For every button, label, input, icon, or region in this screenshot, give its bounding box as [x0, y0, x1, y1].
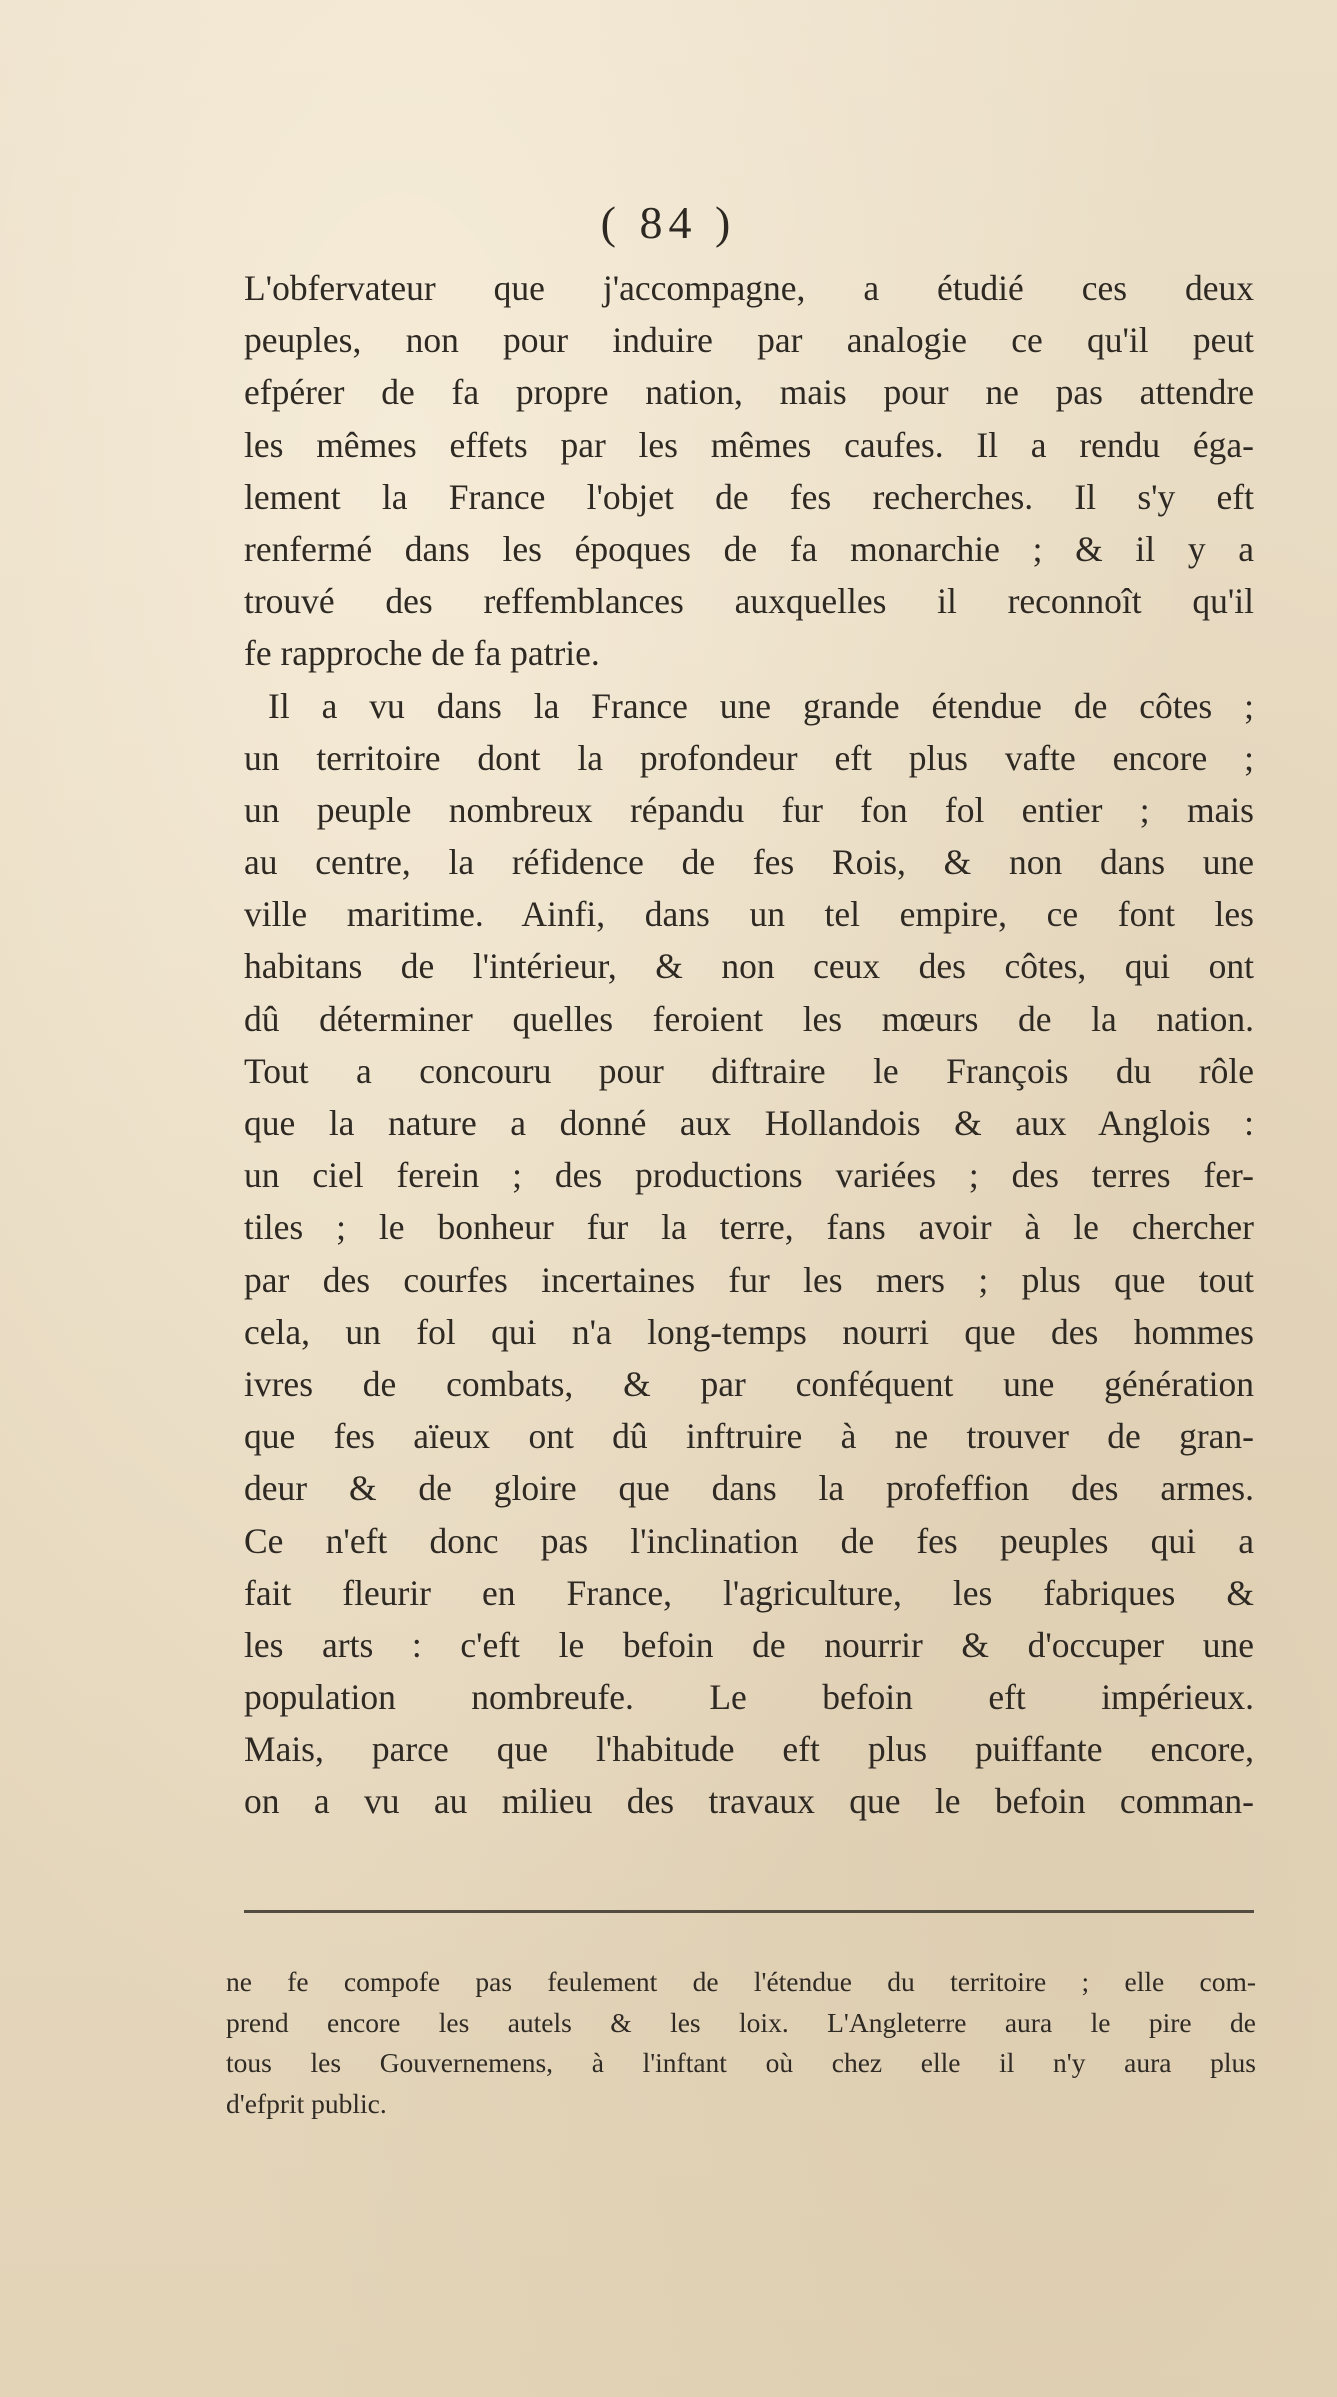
- body-line: tiles ; le bonheur fur la terre, fans avoir à le chercher: [244, 1207, 1254, 1248]
- body-line: un ciel ferein ; des productions variées ; des terres fer-: [244, 1155, 1254, 1196]
- body-line: un peuple nombreux répandu fur fon fol entier ; mais: [244, 789, 1254, 830]
- body-line: L'obfervateur que j'accompagne, a étudié ces deux: [244, 268, 1254, 308]
- body-line: un territoire dont la profondeur eft plus vafte encore ;: [244, 737, 1254, 778]
- footnote-divider: [244, 1910, 1254, 1913]
- body-line: dû déterminer quelles feroient les mœurs de la nation.: [244, 998, 1254, 1039]
- body-line: par des courfes incertaines fur les mers ; plus que tout: [244, 1259, 1254, 1300]
- footnote-line: d'efprit public.: [226, 2087, 387, 2119]
- footnote-line: prend encore les autels & les loix. L'Angleterre aura le pire de: [226, 2006, 1256, 2038]
- body-line: habitans de l'intérieur, & non ceux des côtes, qui ont: [244, 946, 1254, 987]
- body-line: lement la France l'objet de fes recherches. Il s'y eft: [244, 476, 1254, 517]
- body-line: que la nature a donné aux Hollandois & aux Anglois :: [244, 1103, 1254, 1143]
- body-line: peuples, non pour induire par analogie ce qu'il peut: [244, 320, 1254, 361]
- body-line: cela, un fol qui n'a long-temps nourri que des hommes: [244, 1311, 1254, 1352]
- body-line: fe rapproche de fa patrie.: [244, 633, 600, 674]
- body-line: Mais, parce que l'habitude eft plus puiffante encore,: [244, 1729, 1254, 1770]
- page-number: ( 84 ): [600, 197, 737, 248]
- footnote-line: tous les Gouvernemens, à l'inftant où chez elle il n'y aura plus: [226, 2047, 1256, 2078]
- body-line: renfermé dans les époques de fa monarchie ; & il y a: [244, 528, 1254, 569]
- body-text: [244, 262, 1254, 1828]
- body-line: ville maritime. Ainfi, dans un tel empire, ce font les: [244, 894, 1254, 935]
- body-line: trouvé des reffemblances auxquelles il reconnoît qu'il: [244, 581, 1254, 622]
- body-line: Ce n'eft donc pas l'inclination de fes peuples qui a: [244, 1520, 1254, 1561]
- body-line: population nombreufe. Le befoin eft impérieux.: [244, 1677, 1254, 1718]
- footnote-line: ne fe compofe pas feulement de l'étendue du territoire ; elle com-: [226, 1966, 1256, 1997]
- footnote: [226, 1962, 1256, 2124]
- body-line: les mêmes effets par les mêmes caufes. Il a rendu éga-: [244, 424, 1254, 465]
- body-line: au centre, la réfidence de fes Rois, & non dans une: [244, 842, 1254, 883]
- body-line: Tout a concouru pour diftraire le François du rôle: [244, 1050, 1254, 1091]
- body-line: deur & de gloire que dans la profeffion des armes.: [244, 1468, 1254, 1509]
- body-line: les arts : c'eft le befoin de nourrir & d'occuper une: [244, 1624, 1254, 1665]
- body-line: efpérer de fa propre nation, mais pour ne pas attendre: [244, 372, 1254, 413]
- body-line: fait fleurir en France, l'agriculture, les fabriques &: [244, 1572, 1254, 1613]
- body-line: que fes aïeux ont dû inftruire à ne trouver de gran-: [244, 1416, 1254, 1457]
- body-line: Il a vu dans la France une grande étendue de côtes ;: [268, 685, 1254, 726]
- body-line: ivres de combats, & par conféquent une génération: [244, 1363, 1254, 1404]
- body-line: on a vu au milieu des travaux que le befoin comman-: [244, 1781, 1254, 1822]
